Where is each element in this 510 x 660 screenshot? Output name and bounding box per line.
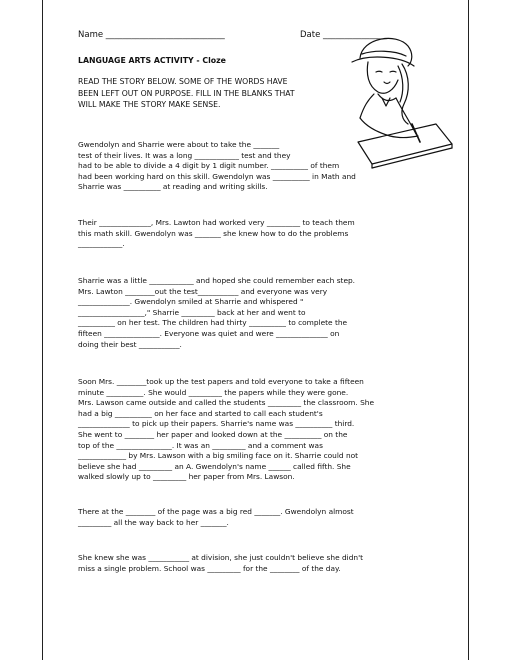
story-line: Their ______________, Mrs. Lawton had worked very _________ to teach them (78, 218, 355, 227)
story-line: test of their lives. It was a long ____________ test and they (78, 150, 291, 160)
story-line: _____________ by Mrs. Lawson with a big smiling face on it. Sharrie could not (78, 451, 359, 461)
story-line: ______________. Gwendolyn smiled at Sharrie and whispered " (78, 297, 304, 307)
story-line: had been working hard on this skill. Gwendolyn was __________ in Math and (78, 171, 356, 181)
story-line: There at the ________ of the page was a big red _______. Gwendolyn almost (78, 507, 354, 516)
story-line: ____________. (78, 239, 125, 249)
instructions-line: READ THE STORY BELOW. SOME OF THE WORDS HAVE (78, 77, 288, 86)
story-line: __________ on her test. The children had thirty __________ to complete the (78, 318, 348, 328)
story-line: doing their best ___________. (78, 339, 182, 349)
worksheet-title: LANGUAGE ARTS ACTIVITY - Cloze (78, 56, 226, 65)
story-paragraph-6 (78, 553, 363, 574)
story-line: Soon Mrs. ________took up the test papers and told everyone to take a fifteen (78, 377, 364, 386)
story-line: Mrs. Lawson came outside and called the students _________ the classroom. She (78, 398, 374, 408)
story-paragraph-4 (78, 377, 374, 483)
story-paragraph-5 (78, 507, 354, 528)
story-paragraph-2 (78, 218, 355, 250)
story-line: Sharrie was __________ at reading and writing skills. (78, 182, 268, 192)
story-line: Sharrie was a little ____________ and hoped she could remember each step. (78, 276, 356, 285)
page-border-right (468, 0, 469, 660)
story-line: believe she had _________ an A. Gwendolyn's name ______ called fifth. She (78, 461, 351, 471)
story-line: Gwendolyn and Sharrie were about to take the _______ (78, 140, 280, 149)
story-line: walked slowly up to _________ her paper from Mrs. Lawson. (78, 472, 295, 482)
page-border-left (42, 0, 43, 660)
name-field[interactable]: Name ____________________________ (78, 30, 225, 40)
story-paragraph-1 (78, 140, 356, 193)
instructions (78, 76, 338, 111)
story-line: __________________," Sharrie _________ back at her and went to (78, 307, 306, 317)
story-line: ______________ to pick up their papers. Sharrie's name was __________ third. (78, 419, 355, 429)
story-line: _________ all the way back to her _______. (78, 517, 229, 527)
instructions-line: BEEN LEFT OUT ON PURPOSE. FILL IN THE BLANKS THAT (78, 88, 295, 98)
story-line: had to be able to divide a 4 digit by 1 digit number. __________ of them (78, 161, 340, 171)
story-line: She knew she was ___________ at division, she just couldn't believe she didn't (78, 553, 364, 562)
story-line: Mrs. Lawton ________out the test___________ and everyone was very (78, 286, 328, 296)
story-line: had a big __________ on her face and started to call each student's (78, 408, 323, 418)
instructions-line: WILL MAKE THE STORY MAKE SENSE. (78, 100, 221, 109)
story-line: miss a single problem. School was _________ for the ________ of the day. (78, 563, 341, 573)
story-line: this math skill. Gwendolyn was _______ she knew how to do the problems (78, 228, 349, 238)
story-line: She went to ________ her paper and looked down at the __________ on the (78, 429, 348, 439)
story-line: fifteen _______________. Everyone was quiet and were ______________ on (78, 328, 340, 338)
story-line: top of the _______________. It was an _________ and a comment was (78, 440, 323, 450)
story-line: minute __________. She would _________ the papers while they were gone. (78, 387, 349, 397)
date-field[interactable]: Date _______________ (300, 30, 387, 40)
story-paragraph-3 (78, 276, 355, 350)
